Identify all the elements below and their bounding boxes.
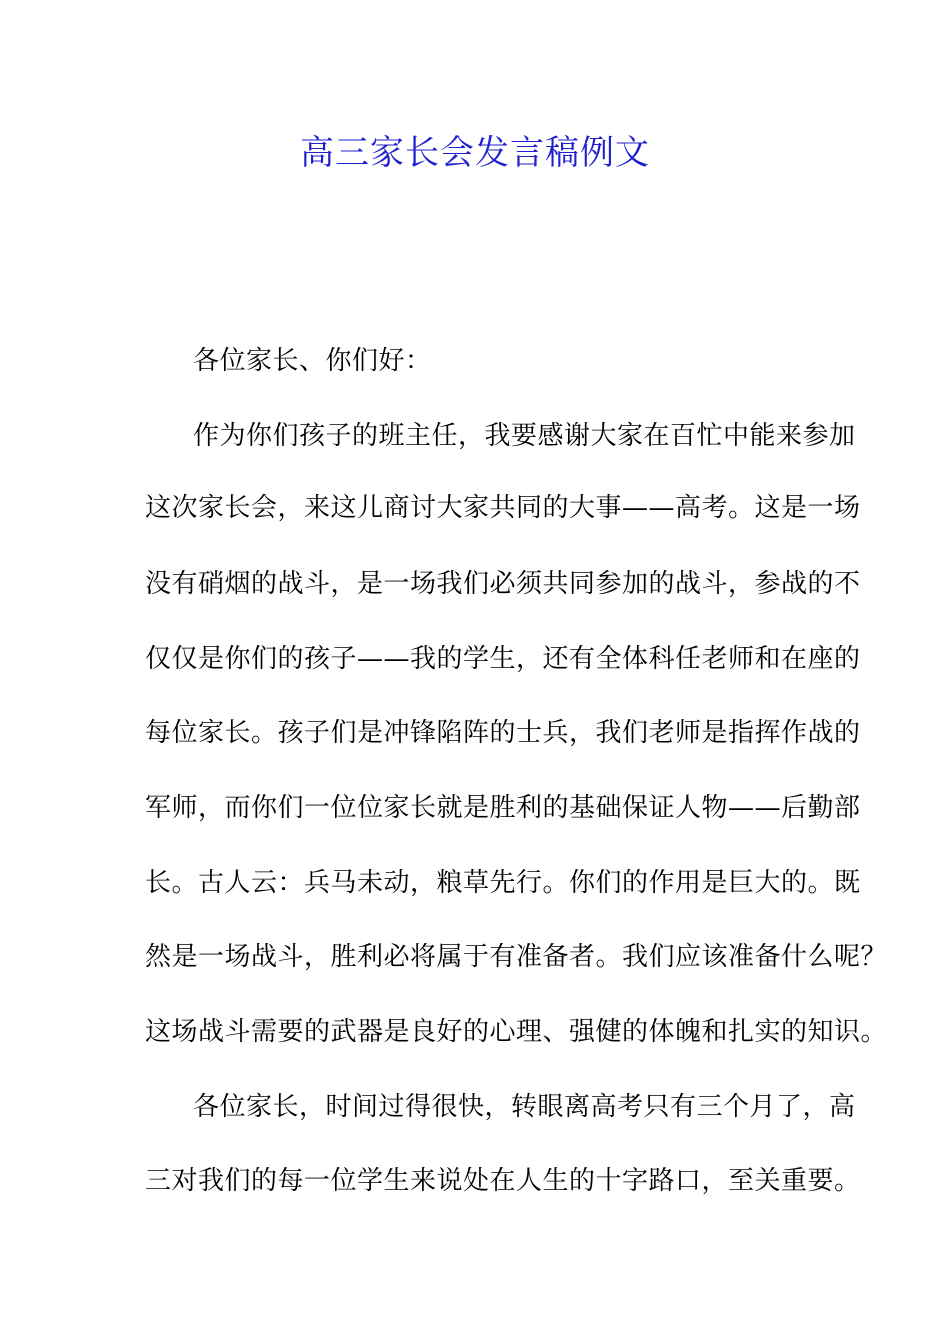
paragraph-line: 然是一场战斗，胜利必将属于有准备者。我们应该准备什么呢？ [145,942,888,972]
paragraph-line: 长。古人云：兵马未动，粮草先行。你们的作用是巨大的。既 [145,868,861,898]
paragraph-line: 各位家长、你们好： [193,346,432,376]
paragraph-line: 作为你们孩子的班主任，我要感谢大家在百忙中能来参加 [193,421,856,451]
paragraph-line: 仅仅是你们的孩子——我的学生，还有全体科任老师和在座的 [145,644,861,674]
paragraph-line: 军师，而你们一位位家长就是胜利的基础保证人物——后勤部 [145,793,861,823]
paragraph-line: 三对我们的每一位学生来说处在人生的十字路口，至关重要。 [145,1166,861,1196]
paragraph-line: 每位家长。孩子们是冲锋陷阵的士兵，我们老师是指挥作战的 [145,718,861,748]
paragraph-line: 这次家长会，来这儿商讨大家共同的大事——高考。这是一场 [145,493,861,523]
paragraph-line: 这场战斗需要的武器是良好的心理、强健的体魄和扎实的知识。 [145,1017,888,1047]
paragraph-line: 没有硝烟的战斗，是一场我们必须共同参加的战斗，参战的不 [145,569,861,599]
paragraph-line: 各位家长，时间过得很快，转眼离高考只有三个月了，高 [193,1092,856,1122]
document-title: 高三家长会发言稿例文 [300,133,650,173]
